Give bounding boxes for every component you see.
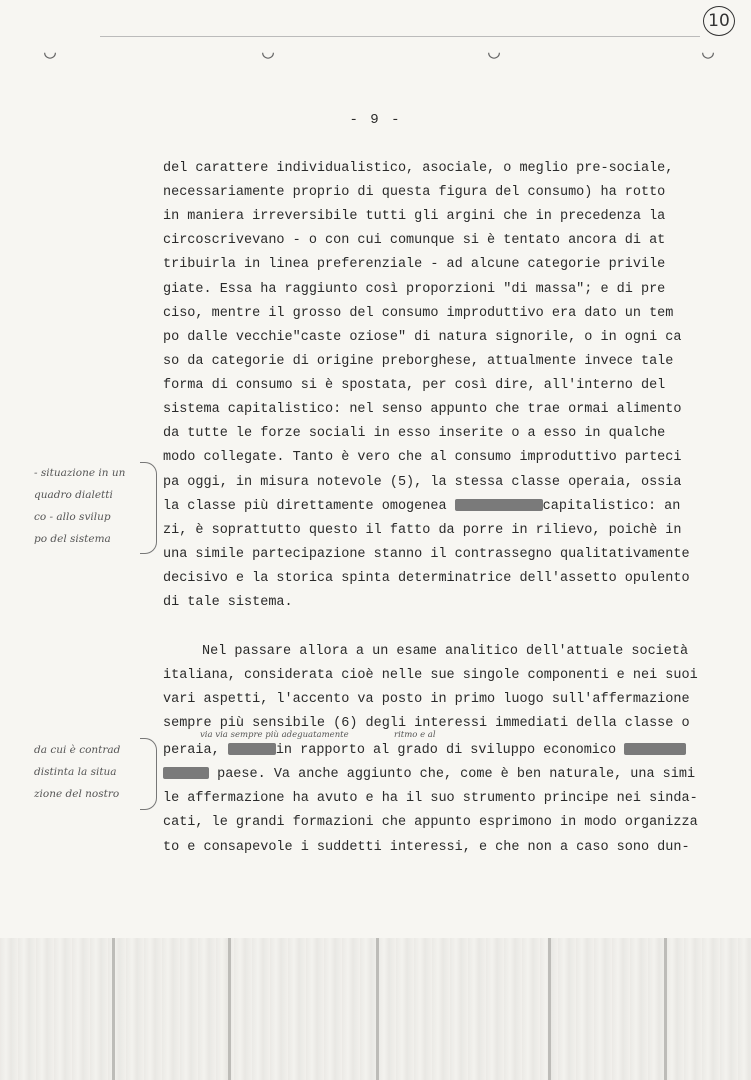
text-line: pa oggi, in misura notevole (5), la stessa classe operaia, ossia [163,475,682,490]
text-line: da tutte le forze sociali in esso inserite o a esso in qualche [163,426,666,441]
margin-note: da cui è contrad distinta la situa zione del nostro [34,744,121,800]
text-line: vari aspetti, l'accento va posto in primo luogo sull'affermazione [163,692,690,707]
scan-artifact-bar [664,938,667,1080]
text-segment: peraia, [163,743,220,758]
text-line: una simile partecipazione stanno il contrassegno qualitativamente [163,547,690,562]
text-line: circoscrivevano - o con cui comunque si è tentato ancora di at [163,233,666,248]
text-line: necessariamente proprio di questa figura del consumo) ha rotto [163,185,666,200]
text-line: so da categorie di origine preborghese, attualmente invece tale [163,354,674,369]
margin-note-bracket [140,462,157,554]
page-corner-number: 10 [703,6,735,36]
text-line: di tale sistema. [163,595,293,610]
text-segment: grado di sviluppo economico [397,743,617,758]
text-line: tribuirla in linea preferenziale - ad alcune categorie privile [163,257,666,272]
redaction-mark [455,499,543,511]
text-line: in maniera irreversibile tutti gli argini che in precedenza la [163,209,666,224]
text-line-with-redaction [163,497,680,517]
text-segment: paese. Va anche aggiunto che, come è ben naturale, una simi [217,767,696,782]
text-line: cati, le grandi formazioni che appunto esprimono in modo organizza [163,815,698,830]
top-rule [100,36,700,37]
text-line: le affermazione ha avuto e ha il suo strumento principe nei sinda- [163,791,698,806]
text-line: modo collegate. Tanto è vero che al consumo improduttivo parteci [163,450,682,465]
scan-artifact-bar [228,938,231,1080]
scan-artifact-bar [112,938,115,1080]
interlinear-insertion: ritmo e al [394,730,436,740]
text-line-with-redaction [163,765,695,785]
text-line: zi, è soprattutto questo il fatto da porre in rilievo, poichè in [163,523,682,538]
text-line: Nel passare allora a un esame analitico dell'attuale società [202,644,689,659]
text-line: del carattere individualistico, asociale, o meglio pre-sociale, [163,161,674,176]
text-line: decisivo e la storica spinta determinatrice dell'assetto opulento [163,571,690,586]
text-segment: in rapporto al [275,743,390,758]
text-segment: la classe più direttamente omogenea [163,499,447,514]
redaction-mark [624,743,686,755]
text-line: sistema capitalistico: nel senso appunto che trae ormai alimento [163,402,682,417]
interlinear-insertion: via via sempre più adeguatamente [200,730,349,740]
text-line: po dalle vecchie"caste oziose" di natura signorile, o in ogni ca [163,330,682,345]
scan-artifact-bar [376,938,379,1080]
punch-hole-mark-2: ◡ [262,42,275,65]
text-line: giate. Essa ha raggiunto così proporzioni "di massa"; e di pre [163,282,666,297]
punch-hole-mark-3: ◡ [488,42,501,65]
margin-note-bracket [140,738,157,810]
text-line: ciso, mentre il grosso del consumo improduttivo era dato un tem [163,306,674,321]
text-line: to e consapevole i suddetti interessi, e che non a caso sono dun- [163,840,690,855]
text-line: italiana, considerata cioè nelle sue singole componenti e nei suoi [163,668,698,683]
margin-note: - situazione in un quadro dialetti co - allo svilup po del sistema [34,467,126,545]
text-line-with-redaction [163,741,686,761]
page-title: - 9 - [349,112,402,128]
scan-artifact-bar [548,938,551,1080]
punch-hole-mark-1: ◡ [44,42,57,65]
redaction-mark [228,743,276,755]
redaction-mark [163,767,209,779]
text-line: sempre più sensibile (6) degli interessi immediati della classe o [163,716,690,731]
text-segment: capitalistico: an [542,499,681,514]
punch-hole-mark-4: ◡ [702,42,715,65]
text-line: forma di consumo si è spostata, per così dire, all'interno del [163,378,666,393]
